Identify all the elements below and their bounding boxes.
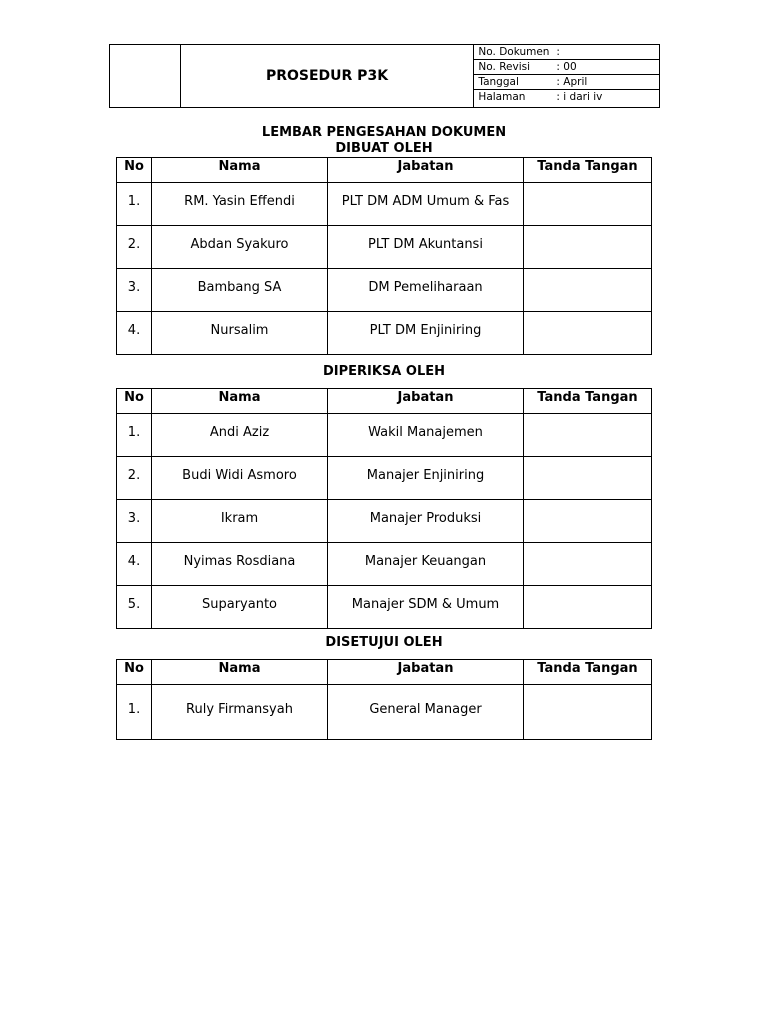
table-row bbox=[117, 312, 652, 355]
meta-row-date bbox=[474, 75, 659, 90]
cell-jabatan: Manajer Enjiniring bbox=[328, 457, 524, 500]
cell-jabatan: Wakil Manajemen bbox=[328, 414, 524, 457]
meta-row-doc-number bbox=[474, 45, 659, 60]
table-row bbox=[117, 685, 652, 740]
cell-jabatan: Manajer Produksi bbox=[328, 500, 524, 543]
cell-jabatan: PLT DM Akuntansi bbox=[328, 226, 524, 269]
column-header-nama: Nama bbox=[152, 389, 328, 414]
column-header-jabatan: Jabatan bbox=[328, 389, 524, 414]
table-row bbox=[117, 183, 652, 226]
cell-signature bbox=[524, 414, 652, 457]
meta-value: : 00 bbox=[556, 61, 577, 73]
cell-nama: Budi Widi Asmoro bbox=[152, 457, 328, 500]
meta-row-page bbox=[474, 90, 659, 105]
cell-jabatan: Manajer SDM & Umum bbox=[328, 586, 524, 629]
cell-jabatan: DM Pemeliharaan bbox=[328, 269, 524, 312]
meta-value: : April bbox=[556, 76, 588, 88]
cell-jabatan: PLT DM Enjiniring bbox=[328, 312, 524, 355]
document-meta bbox=[474, 45, 660, 108]
cell-nama: Nursalim bbox=[152, 312, 328, 355]
section-title-diperiksa: DIPERIKSA OLEH bbox=[322, 364, 445, 379]
column-header-no: No bbox=[117, 158, 152, 183]
meta-value: : i dari iv bbox=[556, 91, 603, 103]
cell-signature bbox=[524, 226, 652, 269]
cell-no: 3. bbox=[117, 500, 152, 543]
meta-label: Halaman bbox=[478, 91, 526, 103]
cell-jabatan: PLT DM ADM Umum & Fas bbox=[328, 183, 524, 226]
cell-no: 4. bbox=[117, 312, 152, 355]
column-header-tanda-tangan: Tanda Tangan bbox=[524, 389, 652, 414]
logo-cell bbox=[110, 45, 181, 108]
cell-signature bbox=[524, 500, 652, 543]
table-header-row bbox=[117, 158, 652, 183]
section-title-dibuat: DIBUAT OLEH bbox=[335, 141, 433, 156]
column-header-jabatan: Jabatan bbox=[328, 660, 524, 685]
document-header bbox=[109, 44, 660, 108]
cell-signature bbox=[524, 183, 652, 226]
cell-nama: Suparyanto bbox=[152, 586, 328, 629]
cell-signature bbox=[524, 586, 652, 629]
meta-row-revision bbox=[474, 60, 659, 75]
table-header-row bbox=[117, 389, 652, 414]
cell-no: 3. bbox=[117, 269, 152, 312]
meta-value: : bbox=[556, 46, 560, 58]
meta-label: No. Revisi bbox=[478, 61, 530, 73]
document-title: PROSEDUR P3K bbox=[180, 45, 474, 108]
table-row bbox=[117, 457, 652, 500]
signature-table-diperiksa bbox=[116, 388, 652, 629]
cell-signature bbox=[524, 685, 652, 740]
cell-no: 2. bbox=[117, 457, 152, 500]
table-row bbox=[117, 226, 652, 269]
cell-no: 4. bbox=[117, 543, 152, 586]
cell-jabatan: General Manager bbox=[328, 685, 524, 740]
signature-table-disetujui bbox=[116, 659, 652, 740]
column-header-nama: Nama bbox=[152, 158, 328, 183]
cell-nama: Bambang SA bbox=[152, 269, 328, 312]
cell-no: 2. bbox=[117, 226, 152, 269]
cell-signature bbox=[524, 312, 652, 355]
table-row bbox=[117, 269, 652, 312]
cell-nama: RM. Yasin Effendi bbox=[152, 183, 328, 226]
cell-signature bbox=[524, 269, 652, 312]
meta-label: No. Dokumen bbox=[478, 46, 550, 58]
cell-no: 1. bbox=[117, 183, 152, 226]
table-header-row bbox=[117, 660, 652, 685]
table-row bbox=[117, 414, 652, 457]
signature-table-dibuat bbox=[116, 157, 652, 355]
table-row bbox=[117, 500, 652, 543]
section-title-disetujui: DISETUJUI OLEH bbox=[325, 635, 443, 650]
cell-nama: Abdan Syakuro bbox=[152, 226, 328, 269]
column-header-tanda-tangan: Tanda Tangan bbox=[524, 158, 652, 183]
table-row bbox=[117, 586, 652, 629]
column-header-no: No bbox=[117, 660, 152, 685]
cell-no: 1. bbox=[117, 685, 152, 740]
cell-signature bbox=[524, 543, 652, 586]
cell-jabatan: Manajer Keuangan bbox=[328, 543, 524, 586]
cell-nama: Ruly Firmansyah bbox=[152, 685, 328, 740]
cell-nama: Andi Aziz bbox=[152, 414, 328, 457]
table-row bbox=[117, 543, 652, 586]
cell-no: 5. bbox=[117, 586, 152, 629]
cell-no: 1. bbox=[117, 414, 152, 457]
meta-label: Tanggal bbox=[478, 76, 519, 88]
column-header-no: No bbox=[117, 389, 152, 414]
column-header-nama: Nama bbox=[152, 660, 328, 685]
cell-nama: Ikram bbox=[152, 500, 328, 543]
column-header-tanda-tangan: Tanda Tangan bbox=[524, 660, 652, 685]
cell-signature bbox=[524, 457, 652, 500]
page-heading: LEMBAR PENGESAHAN DOKUMEN bbox=[261, 125, 507, 140]
column-header-jabatan: Jabatan bbox=[328, 158, 524, 183]
cell-nama: Nyimas Rosdiana bbox=[152, 543, 328, 586]
